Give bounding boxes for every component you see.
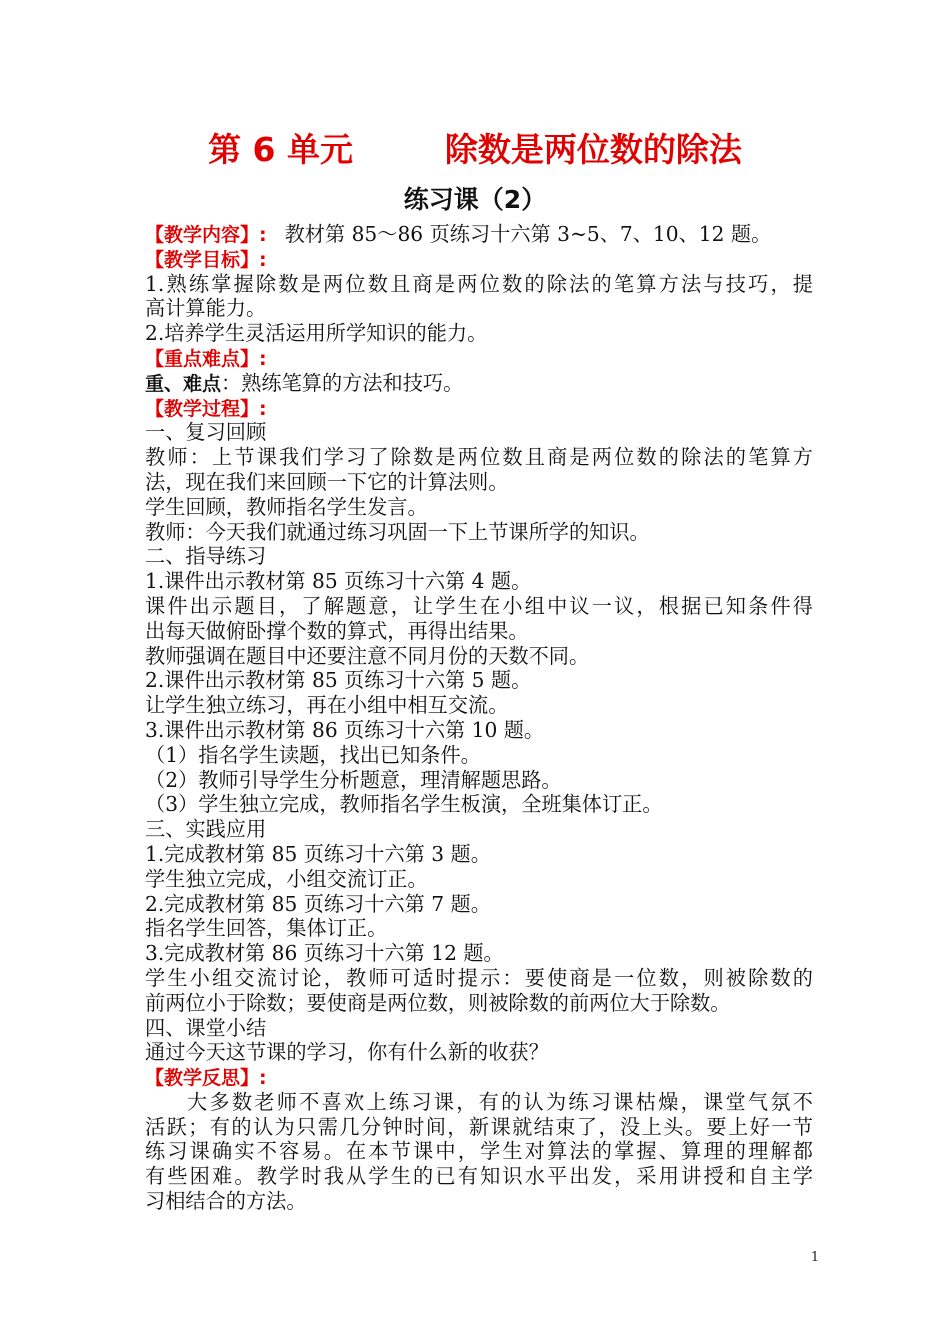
reflection-line: 活跃；有的认为只需几分钟时间，新课就结束了，没上头。要上好一节 xyxy=(145,1114,813,1139)
process-heading xyxy=(145,396,813,421)
content-text: 教材第 85～86 页练习十六第 3~5、7、10、12 题。 xyxy=(284,222,772,246)
page-number: 1 xyxy=(810,1250,820,1265)
goals-label: 【教学目标】: xyxy=(145,248,267,271)
goal-line: 高计算能力。 xyxy=(145,296,267,321)
reflection-heading xyxy=(145,1065,813,1090)
process-line: 法，现在我们来回顾一下它的计算法则。 xyxy=(145,469,509,494)
document-body xyxy=(145,222,813,1214)
process-line: 课件出示题目，了解题意，让学生在小组中议一议，根据已知条件得 xyxy=(145,593,813,618)
keypoints-label: 【重点难点】: xyxy=(145,347,267,370)
process-line: 2.课件出示教材第 85 页练习十六第 5 题。 xyxy=(145,668,532,693)
process-line: 学生独立完成，小组交流订正。 xyxy=(145,866,428,891)
reflection-line: 有些困难。教学时我从学生的已有知识水平出发，采用讲授和自主学 xyxy=(145,1164,813,1189)
process-line: （1）指名学生读题，找出已知条件。 xyxy=(145,742,481,767)
unit-title: 第 6 单元 除数是两位数的除法 xyxy=(208,130,742,169)
keypoints-heading xyxy=(145,346,813,371)
process-line: 让学生独立练习，再在小组中相互交流。 xyxy=(145,693,509,718)
process-line: 出每天做俯卧撑个数的算式，再得出结果。 xyxy=(145,618,529,643)
process-line: 学生回顾，教师指名学生发言。 xyxy=(145,494,428,519)
process-line: 指名学生回答，集体订正。 xyxy=(145,916,388,941)
process-line: 1.课件出示教材第 85 页练习十六第 4 题。 xyxy=(145,569,532,594)
process-line: 教师：今天我们就通过练习巩固一下上节课所学的知识。 xyxy=(145,519,650,544)
process-line: 三、实践应用 xyxy=(145,817,267,842)
keypoints-line xyxy=(145,371,813,396)
process-line: 教师：上节课我们学习了除数是两位数且商是两位数的除法的笔算方 xyxy=(145,445,813,470)
reflection-line: 大多数老师不喜欢上练习课，有的认为练习课枯燥，课堂气氛不 xyxy=(187,1089,813,1114)
process-line: 四、课堂小结 xyxy=(145,1015,267,1040)
goal-line: 1.熟练掌握除数是两位数且商是两位数的除法的笔算方法与技巧，提 xyxy=(145,271,813,296)
process-line: 通过今天这节课的学习，你有什么新的收获？ xyxy=(145,1040,549,1065)
content-label: 【教学内容】: xyxy=(145,224,267,246)
process-line: 二、指导练习 xyxy=(145,544,267,569)
goals-heading xyxy=(145,247,813,272)
process-line: 2.完成教材第 85 页练习十六第 7 题。 xyxy=(145,891,491,916)
process-line: 前两位小于除数；要使商是两位数，则被除数的前两位大于除数。 xyxy=(145,990,731,1015)
process-line: 3.课件出示教材第 86 页练习十六第 10 题。 xyxy=(145,717,545,742)
process-label: 【教学过程】: xyxy=(145,397,267,420)
keypoints-text: ：熟练笔算的方法和技巧。 xyxy=(221,370,464,395)
goal-line: 2.培养学生灵活运用所学知识的能力。 xyxy=(145,321,488,346)
process-line: 教师强调在题目中还要注意不同月份的天数不同。 xyxy=(145,643,590,668)
lesson-subtitle: 练习课（2） xyxy=(403,185,547,214)
process-line: 1.完成教材第 85 页练习十六第 3 题。 xyxy=(145,841,491,866)
process-line: 学生小组交流讨论，教师可适时提示：要使商是一位数，则被除数的 xyxy=(145,965,813,990)
process-line: 一、复习回顾 xyxy=(145,420,267,445)
reflection-line: 练习课确实不容易。在本节课中，学生对算法的掌握、算理的理解都 xyxy=(145,1139,813,1164)
process-line: （3）学生独立完成，教师指名学生板演，全班集体订正。 xyxy=(145,792,663,817)
process-line: （2）教师引导学生分析题意，理清解题思路。 xyxy=(145,767,562,792)
process-line: 3.完成教材第 86 页练习十六第 12 题。 xyxy=(145,941,504,966)
reflection-line: 习相结合的方法。 xyxy=(145,1189,307,1214)
reflection-label: 【教学反思】: xyxy=(145,1067,267,1090)
content-line xyxy=(145,222,813,247)
keypoints-prefix: 重、难点 xyxy=(145,372,222,395)
